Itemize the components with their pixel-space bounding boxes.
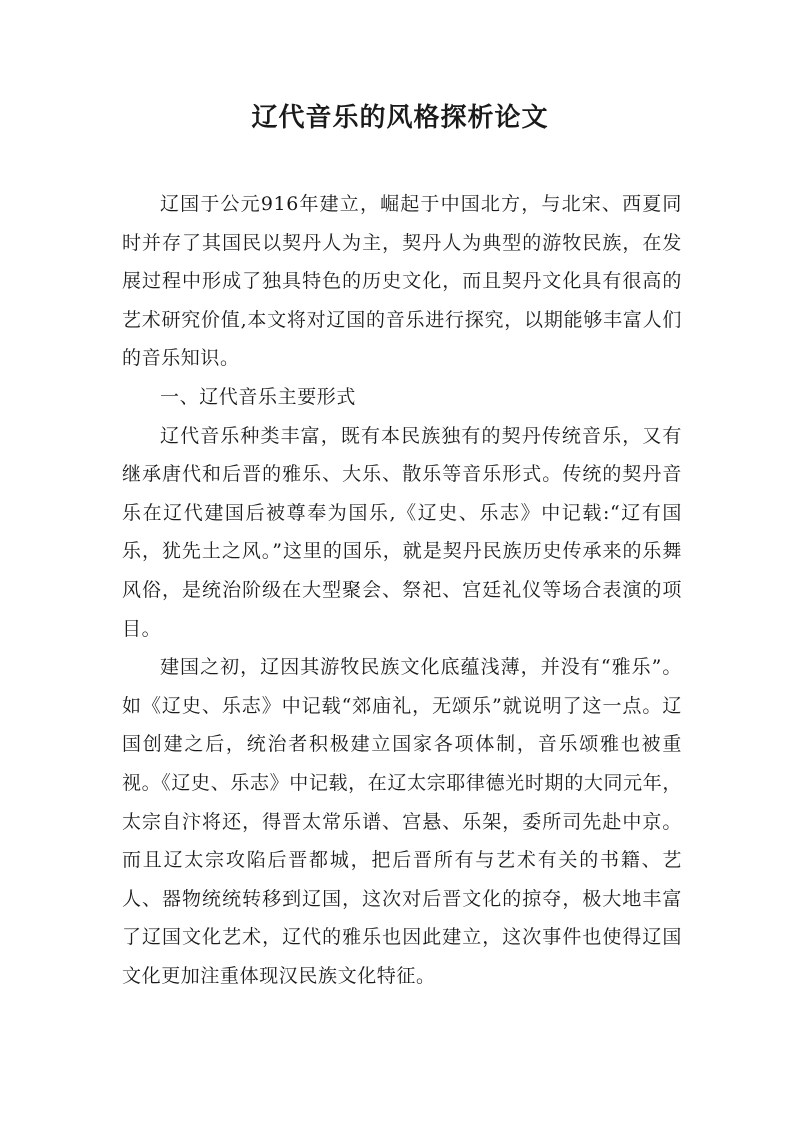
section-heading-1: 一、辽代音乐主要形式 [160, 385, 357, 408]
paragraph-music-types: 辽代音乐种类丰富，既有本民族独有的契丹传统音乐，又有继承唐代和后晋的雅乐、大乐、散乐等音乐形式。传统的契丹音乐在辽代建国后被尊奉为国乐,《辽史、乐志》中记载:“辽有国乐，犹先土之风。”这里的国乐，就是契丹民族历史传承来的乐舞风俗，是统治阶级在大型聚会、祭祀、宫廷礼仪等场合表演的项目。 [122, 424, 682, 640]
document-body [122, 185, 682, 995]
page-title: 辽代音乐的风格探析论文 [251, 103, 549, 133]
paragraph-intro: 辽国于公元916年建立，崛起于中国北方，与北宋、西夏同时并存了其国民以契丹人为主，契丹人为典型的游牧民族，在发展过程中形成了独具特色的历史文化，而且契丹文化具有很高的艺术研究价值,本文将对辽国的音乐进行探究，以期能够丰富人们的音乐知识。 [122, 193, 682, 370]
paragraph-yayue-history: 建国之初，辽因其游牧民族文化底蕴浅薄，并没有“雅乐”。如《辽史、乐志》中记载“郊庙礼，无颂乐”就说明了这一点。辽国创建之后，统治者积极建立国家各项体制，音乐颂雅也被重视。《辽史、乐志》中记载，在辽太宗耶律德光时期的大同元年，太宗自汴将还，得晋太常乐谱、宫悬、乐架，委所司先赴中京。而且辽太宗攻陷后晋都城，把后晋所有与艺术有关的书籍、艺人、器物统统转移到辽国，这次对后晋文化的掠夺，极大地丰富了辽国文化艺术，辽代的雅乐也因此建立，这次事件也使得辽国文化更加注重体现汉民族文化特征。 [122, 656, 682, 987]
